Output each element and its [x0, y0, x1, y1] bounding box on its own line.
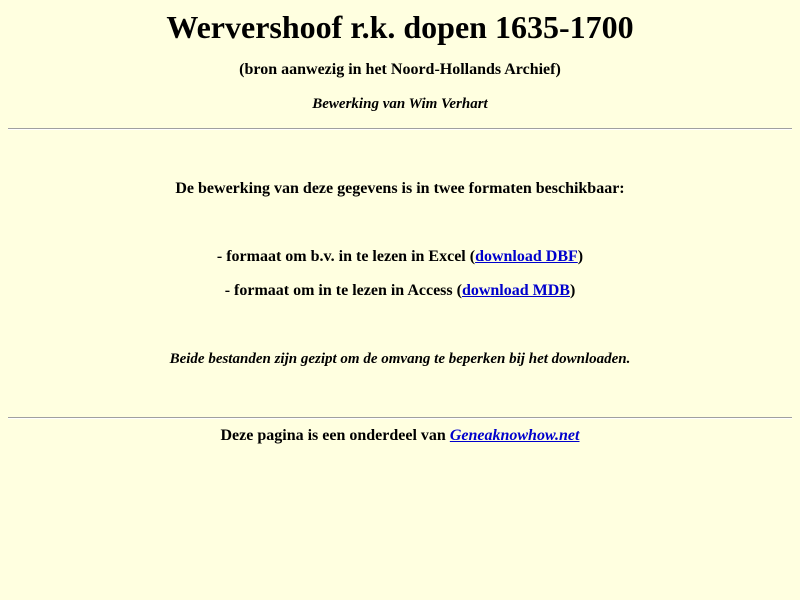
zip-note: Beide bestanden zijn gezipt om de omvang te beperken bij het downloaden. [169, 351, 631, 367]
footer-line [0, 426, 800, 446]
source-subtitle: (bron aanwezig in het Noord-Hollands Archief) [239, 61, 561, 78]
access-format-prefix: - formaat om in te lezen in Access ( [224, 282, 462, 299]
page-title: Wervershoof r.k. dopen 1635-1700 [166, 9, 634, 45]
geneaknowhow-link[interactable]: Geneaknowhow.net [449, 427, 580, 444]
download-mdb-link[interactable]: download MDB [461, 282, 570, 299]
download-dbf-link[interactable]: download DBF [475, 248, 578, 265]
author-credit: Bewerking van Wim Verhart [312, 96, 488, 112]
top-divider [8, 128, 792, 130]
excel-format-prefix: - formaat om b.v. in te lezen in Excel ( [216, 248, 476, 265]
access-format-line [0, 281, 800, 301]
excel-format-suffix: ) [577, 248, 584, 265]
intro-text: De bewerking van deze gegevens is in twee formaten beschikbaar: [175, 180, 625, 197]
footer-text: Deze pagina is een onderdeel van [220, 427, 450, 444]
bottom-divider [8, 417, 792, 419]
excel-format-line [0, 247, 800, 267]
access-format-suffix: ) [569, 282, 576, 299]
